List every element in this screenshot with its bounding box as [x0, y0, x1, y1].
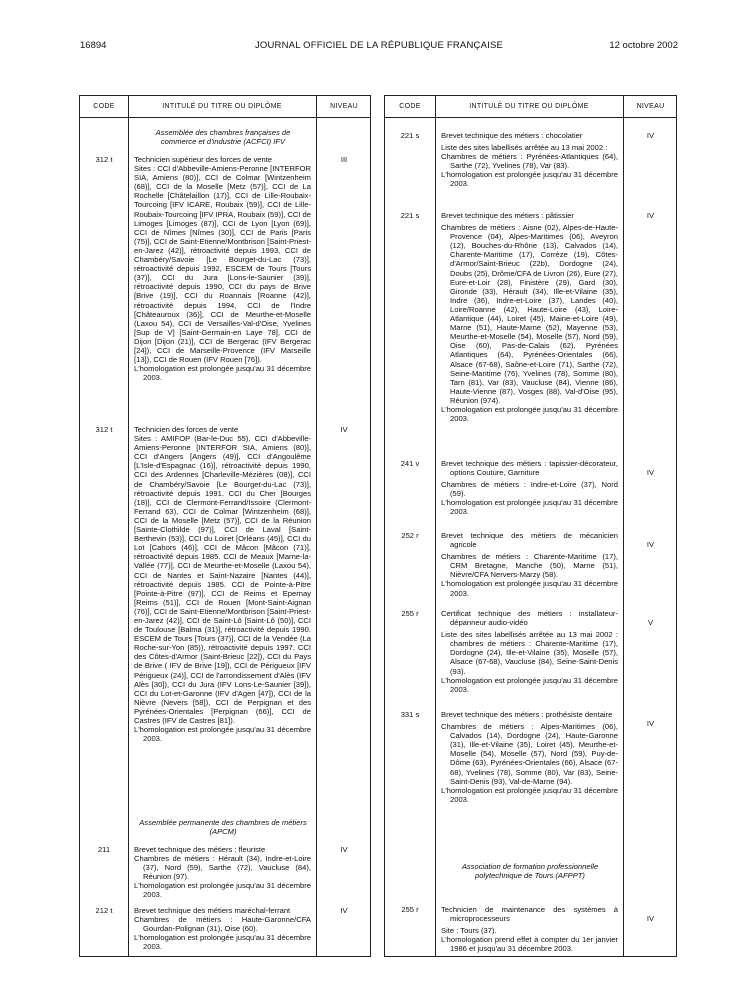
entry-list-intro: Liste des sites labellisés arrêtée au 13 mai 2002 :: [441, 143, 608, 153]
section-heading: Assemblée des chambres françaises de commerce et d'industrie (ACFCI) IFV: [155, 128, 291, 147]
entry-homologation: L'homologation est prolongée jusqu'au 31 décembre 2003.: [441, 170, 618, 189]
entry-title: Brevet technique des métiers maréchal-ferrant: [134, 906, 291, 915]
entry-body: [134, 425, 311, 743]
journal-title: JOURNAL OFFICIEL DE LA RÉPUBLIQUE FRANÇAISE: [254, 40, 504, 51]
page-header: [80, 40, 678, 54]
right-table: [384, 95, 677, 957]
entry-code: 221 s: [400, 131, 420, 140]
entry-code: 241 v: [400, 459, 420, 468]
entry-code: 252 r: [401, 531, 419, 540]
entry-title: Technicien de maintenance des systèmes à microprocesseurs: [441, 905, 618, 924]
entry-body: [441, 131, 618, 189]
entry-homologation: L'homologation est prolongée jusqu'au 31 décembre 2003.: [134, 881, 311, 900]
entry-level: IV: [646, 540, 655, 549]
entry-sites: Sites : AMIFOP (Bar-le-Duc 55), CCI d'Abbeville-Amiens-Peronne [INTERFOR SIA, Amiens (80)], CCI d'Angers [Angers (49)], CCI d'Angoulême [L'Isle-d'Espagnac (16)], rétroactivité depuis 1990, CCI des Ardennes [Charleville-Mézières (08)], CCI de Chambéry/Savoie [Le Bourget-du-Lac (73)], rétroactivité depuis 1991. CCI du Cher [Bourges (18)], CCI de Clermont-Ferrand/Issoire (Clermont-Ferrand 63), CCI de Colmar [Wintzenheim (68)], CCI de la Moselle [Metz (57)], CCI de la Réunion [Sainte-Clothilde (97)], CCI de Laval [Saint-Berthevin (53)], CCI du Loiret [Orléans (45)], CCI du Lot [Cahors (46)], CCI de Mâcon [Mâcon (71)], rétroactivité depuis 1985. CCI de Meaux [Marne-la-Vallée (77)], CCI de Meurthe-et-Moselle (Laxou 54), CCI de Nantes et Saint-Nazaire [Nantes (44)], rétroactivité depuis 1985. CCI de Pointe-à-Pitre [Pointe-à-Pitre (97)], CCI de Reims et Epernay [Reims (51)], CCI de Rouen [Mont-Saint-Aignan (76)], CCI de Saint-Etienne/Montbrison [Saint-Priest-en-Jarez (42)], CCI de Saint-Lô [Saint-Lô (50)], CCI de Toulouse [Balma (31)], rétroactivité depuis 1990. ESCEM de Tours [Tours (37)], CCI de la Vendée (La Roche-sur-Yon (85)), rétroactivité depuis 1997, CCI des Côtes-d'Armor (Saint-Brieuc [22]), CCI du Pays de Brive ( IFV de Brive [19]), CCI de Périgueux [IFV Périgueux (24)], CCI de l'arrondissement d'Alès (IFV Alès [30]), CCI du Jura (IFV Lons-Le-Saunier [39]), CCI du Lot-et-Garonne (IFV d'Agen [47]), CCI de la Nièvre (Nevers [58]), CCI de Perpignan et des Pyrénées-Orientales [Perpignan (66)], CCI de Castres (IFV de Castres [81]).: [134, 434, 311, 725]
entry-sites: Chambres de métiers : Aisne (02), Alpes-de-Haute-Provence (04), Alpes-Maritimes (06), Aveyron (12), Bouches-du-Rhône (13), Calvados (14), Charente-Maritime (17), Corrèze (19), Côtes-d'Armor/Saint-Brieuc (22b), Dordogne (24), Doubs (25), Drôme/CFA de Livron (26), Eure (27), Eure-et-Loir (28), Finistère (29), Gard (30), Gironde (33), Hérault (34), Ille-et-Vilaine (35), Indre (36), Indre-et-Loire (37), Landes (40), Loire/Roanne (42), Haute-Loire (43), Loire-Atlantique (44), Loiret (45), Maine-et-Loire (49), Marne (51), Haute-Marne (52), Mayenne (53), Meurthe-et-Moselle (54), Moselle (57), Nord (59), Oise (60), Pas-de-Calais (62), Pyrénées Atlantiques (64), Pyrénées-Orientales (66), Alsace (67-68), Saône-et-Loire (71), Sarthe (72), Seine-Maritime (76), Yvelines (78), Somme (80), Tarn (81), Var (83), Vaucluse (84), Vienne (86), Haute-Vienne (87), Vosges (88), Val-d'Oise (95), Réunion (974).: [441, 223, 618, 405]
entry-sites: Chambres de métiers : Hérault (34), Indre-et-Loire (37), Nord (59), Sarthe (72), Vaucluse (84), Réunion (97).: [134, 854, 311, 882]
entry-level: IV: [646, 211, 655, 220]
entry-body: [441, 609, 618, 694]
entry-level: V: [647, 618, 654, 627]
entry-title: Brevet technique des métiers : fleuriste: [134, 845, 266, 854]
entry-sites: Liste des sites labellisés arrêtée au 13 mai 2002 : chambres de métiers : Charente-Maritime (17), Dordogne (24), Ille-et-Vilaine (35), Moselle (57), Alsace (67-68), Vaucluse (84), Seine-Saint-Denis (93).: [441, 630, 618, 676]
page-number: 16894: [80, 40, 107, 51]
entry-homologation: L'homologation est prolongée jusqu'au 31 décembre 2003.: [441, 675, 618, 694]
entry-title: Brevet technique des métiers de mécanicien agricole: [441, 531, 618, 550]
issue-date: 12 octobre 2002: [609, 40, 678, 51]
entry-level: IV: [646, 914, 655, 923]
entry-body: [441, 531, 618, 598]
entry-level: IV: [340, 845, 348, 854]
entry-title: Brevet technique des métiers : tapissier-décorateur, options Couture, Garniture: [441, 459, 618, 478]
entry-level: IV: [646, 131, 655, 140]
entry-title: Brevet technique des métiers : chocolatier: [441, 131, 583, 140]
entry-body: [441, 905, 618, 953]
entry-level: III: [340, 155, 348, 164]
entry-sites: Chambres de métiers : Indre-et-Loire (37), Nord (59).: [441, 480, 618, 499]
entry-code: 211: [97, 845, 111, 854]
level-header: NIVEAU: [330, 103, 358, 110]
entry-homologation: L'homologation prend effet à compter du 1er janvier 1986 et jusqu'au 31 décembre 2003.: [441, 935, 618, 954]
entry-title: Certificat technique des métiers : installateur-dépanneur audio-vidéo: [441, 609, 618, 628]
entry-code: 255 r: [401, 609, 419, 618]
entry-body: [441, 710, 618, 804]
entry-body: [134, 845, 311, 900]
entry-code: 221 s: [400, 211, 420, 220]
entry-homologation: L'homologation est prolongée jusqu'au 31 décembre 2003.: [134, 364, 311, 383]
entry-level: IV: [340, 425, 348, 434]
entry-code: 331 s: [400, 710, 420, 719]
entry-title: Technicien des forces de vente: [134, 425, 239, 434]
code-header: CODE: [399, 103, 421, 110]
entry-sites: Chambres de métiers : Haute-Garonne/CFA Gourdan-Polignan (31), Oise (60).: [134, 915, 311, 934]
entry-homologation: L'homologation est prolongée jusqu'au 31 décembre 2003.: [134, 725, 311, 744]
entry-sites: Sites : CCI d'Abbeville-Amiens-Peronne [INTERFOR SIA, Amiens (80)], CCI de Colmar [Wintzenheim (68)], CCI de la Moselle [Metz (57)], CCI de La Rochelle [Châtelaillon (17)], CCI de Lille-Roubaix-Tourcoing [IFV ICARE, Roubaix (59)], CCI de Lille-Roubaix-Tourcoing [IFV IPRA, Roubaix (59)], CCI de Limoges [Limoges (87)], CCI de Lyon [Lyon (69)], CCI de Nîmes [Nîmes (30)], CCI de Paris [Paris (75)], CCI de Saint-Etienne/Montbrison [Saint-Priest-en-Jarez (42)], rétroactivité depuis 1993, CCI de Chambéry/Savoie [Le Bourget-du-Lac (73)], rétroactivité depuis 1992, ESCEM de Tours [Tours (37)], CCI du Jura [Lons-le-Saunier (39)], rétroactivité depuis 1990, CCI du pays de Brive [Brive (19)], CCI du Roannais [Roanne (42)], rétroactivité depuis 1994, CCI de l'Indre [Châteauroux (36)], CCI de Meurthe-et-Moselle (Laxou 54), CCI de Versailles-Val-d'Oise, Yvelines [Sup de V] [Saint-Germain-en Laye 78], CCI de Dijon [Dijon (21)], CCI de Bergerac (IFV Bergerac [24]), CCI de Marseille-Provence (IFV Marseille [13]), CCI de Rouen (IFV Rouen [76]).: [134, 164, 312, 365]
entry-homologation: L'homologation est prolongée jusqu'au 31 décembre 2003.: [441, 404, 618, 424]
entry-sites: Chambres de métiers : Alpes-Maritimes (06), Calvados (14), Dordogne (24), Haute-Garonne (31), Ille-et-Vilaine (35), Loiret (45), Meurthe-et-Moselle (54), Moselle (57), Nord (59), Puy-de-Dôme (63), Pyrénées-Orientales (66), Alsace (67-68), Yvelines (78), Somme (80), Var (83), Seine-Saint-Denis (93), Val-de-Marne (94).: [441, 722, 618, 786]
level-header: NIVEAU: [636, 103, 665, 110]
entry-homologation: L'homologation est prolongée jusqu'au 31 décembre 2003.: [441, 498, 618, 517]
entry-code: 312 t: [95, 425, 113, 434]
code-header: CODE: [93, 103, 115, 110]
entry-title: Technicien supérieur des forces de vente: [134, 155, 273, 164]
entry-body: [441, 459, 618, 517]
section-heading: Association de formation professionnelle polytechnique de Tours (AFPPT): [461, 862, 599, 881]
entry-level: IV: [340, 906, 348, 915]
left-table: [79, 95, 371, 957]
title-header: INTITULÉ DU TITRE OU DIPLÔME: [469, 103, 589, 110]
entry-code: 255 r: [401, 905, 419, 914]
title-header: INTITULÉ DU TITRE OU DIPLÔME: [162, 103, 282, 110]
entry-homologation: L'homologation est prolongée jusqu'au 31 décembre 2003.: [134, 933, 311, 952]
entry-level: IV: [646, 719, 655, 728]
section-heading: Assemblée permanente des chambres de métiers (APCM): [139, 818, 307, 837]
entry-code: 212 t: [95, 906, 113, 915]
entry-title: Brevet technique des métiers : prothésiste dentaire: [441, 710, 613, 719]
entry-sites: Chambres de métiers : Charente-Maritime (17), CRM Bretagne, Manche (50), Marne (51), Nièvre/CFA Nervers-Marzy (58).: [441, 552, 618, 580]
entry-title: Brevet technique des métiers : pâtissier: [441, 211, 574, 220]
entry-homologation: L'homologation est prolongée jusqu'au 31 décembre 2003.: [441, 579, 618, 598]
entry-body: [441, 211, 618, 423]
entry-body: [134, 906, 311, 951]
entry-homologation: L'homologation est prolongée jusqu'au 31 décembre 2003.: [441, 785, 618, 804]
entry-sites: Site : Tours (37).: [441, 926, 497, 936]
entry-code: 312 t: [95, 155, 113, 164]
entry-body: [134, 155, 311, 382]
entry-level: IV: [646, 468, 655, 477]
entry-sites: Chambres de métiers : Pyrénées-Atlantiques (64), Sarthe (72), Yvelines (78), Var (83).: [441, 152, 618, 171]
